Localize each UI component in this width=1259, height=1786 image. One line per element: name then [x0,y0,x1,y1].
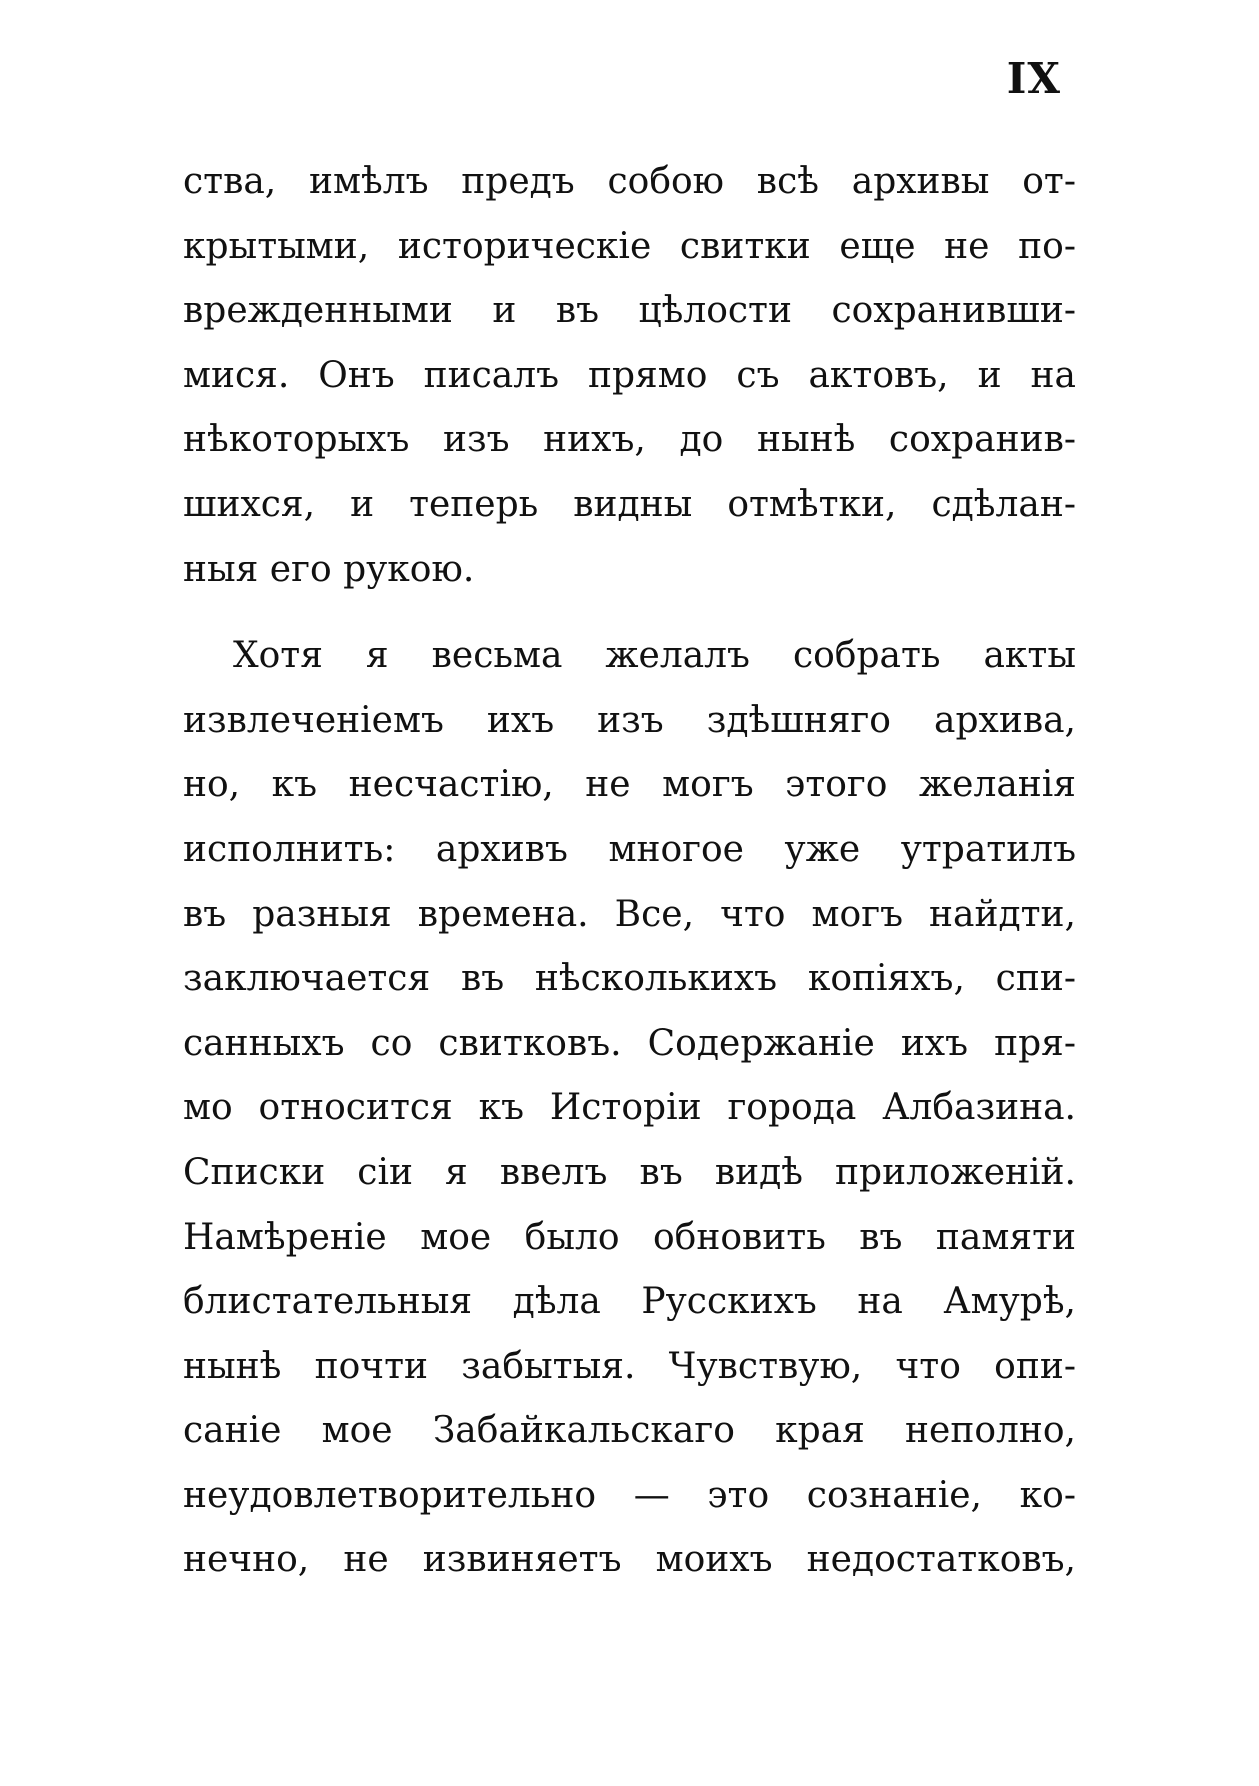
text-line: нынѣ почти забытыя. Чувствую, что опи- [183,1345,1076,1387]
text-line: врежденными и въ цѣлости сохранивши- [183,290,1076,332]
text-line: неудовлетворительно — это сознаніе, ко- [183,1474,1076,1516]
text-line: нѣкоторыхъ изъ нихъ, до нынѣ сохранив- [183,419,1076,461]
text-line: блистательныя дѣла Русскихъ на Амурѣ, [183,1281,1076,1323]
text-line: ства, имѣлъ предъ собою всѣ архивы от- [183,161,1076,202]
text-line: Хотя я весьма желалъ собрать акты [233,635,1076,677]
text-line: шихся, и теперь видны отмѣтки, сдѣлан- [183,483,1076,525]
paragraph-2 [183,624,1076,1593]
text-line: мо относится къ Исторіи города Албазина. [183,1087,1076,1129]
text-line: извлеченіемъ ихъ изъ здѣшняго архива, [183,699,1076,741]
body-text [183,150,1076,1593]
text-line: но, къ несчастію, не могъ этого желанія [183,764,1076,806]
text-line: ныя его рукою. [183,548,475,590]
text-line: Намѣреніе мое было обновить въ памяти [183,1216,1076,1258]
paragraph-gap [183,602,1076,624]
text-line: санныхъ со свитковъ. Содержаніе ихъ пря- [183,1022,1076,1064]
text-line: исполнить: архивъ многое уже утратилъ [183,828,1076,870]
text-line: мися. Онъ писалъ прямо съ актовъ, и на [183,354,1076,396]
text-line: Списки сіи я ввелъ въ видѣ приложеній. [183,1151,1076,1193]
page-number: IX [1006,54,1061,103]
text-line: въ разныя времена. Все, что могъ найдти, [183,893,1076,935]
text-line: заключается въ нѣсколькихъ копіяхъ, спи- [183,958,1076,1000]
text-line: нечно, не извиняетъ моихъ недостатковъ, [183,1539,1076,1581]
text-line: саніе мое Забайкальскаго края неполно, [183,1410,1076,1452]
paragraph-1 [183,150,1076,602]
text-line: крытыми, историческіе свитки еще не по- [183,225,1076,267]
